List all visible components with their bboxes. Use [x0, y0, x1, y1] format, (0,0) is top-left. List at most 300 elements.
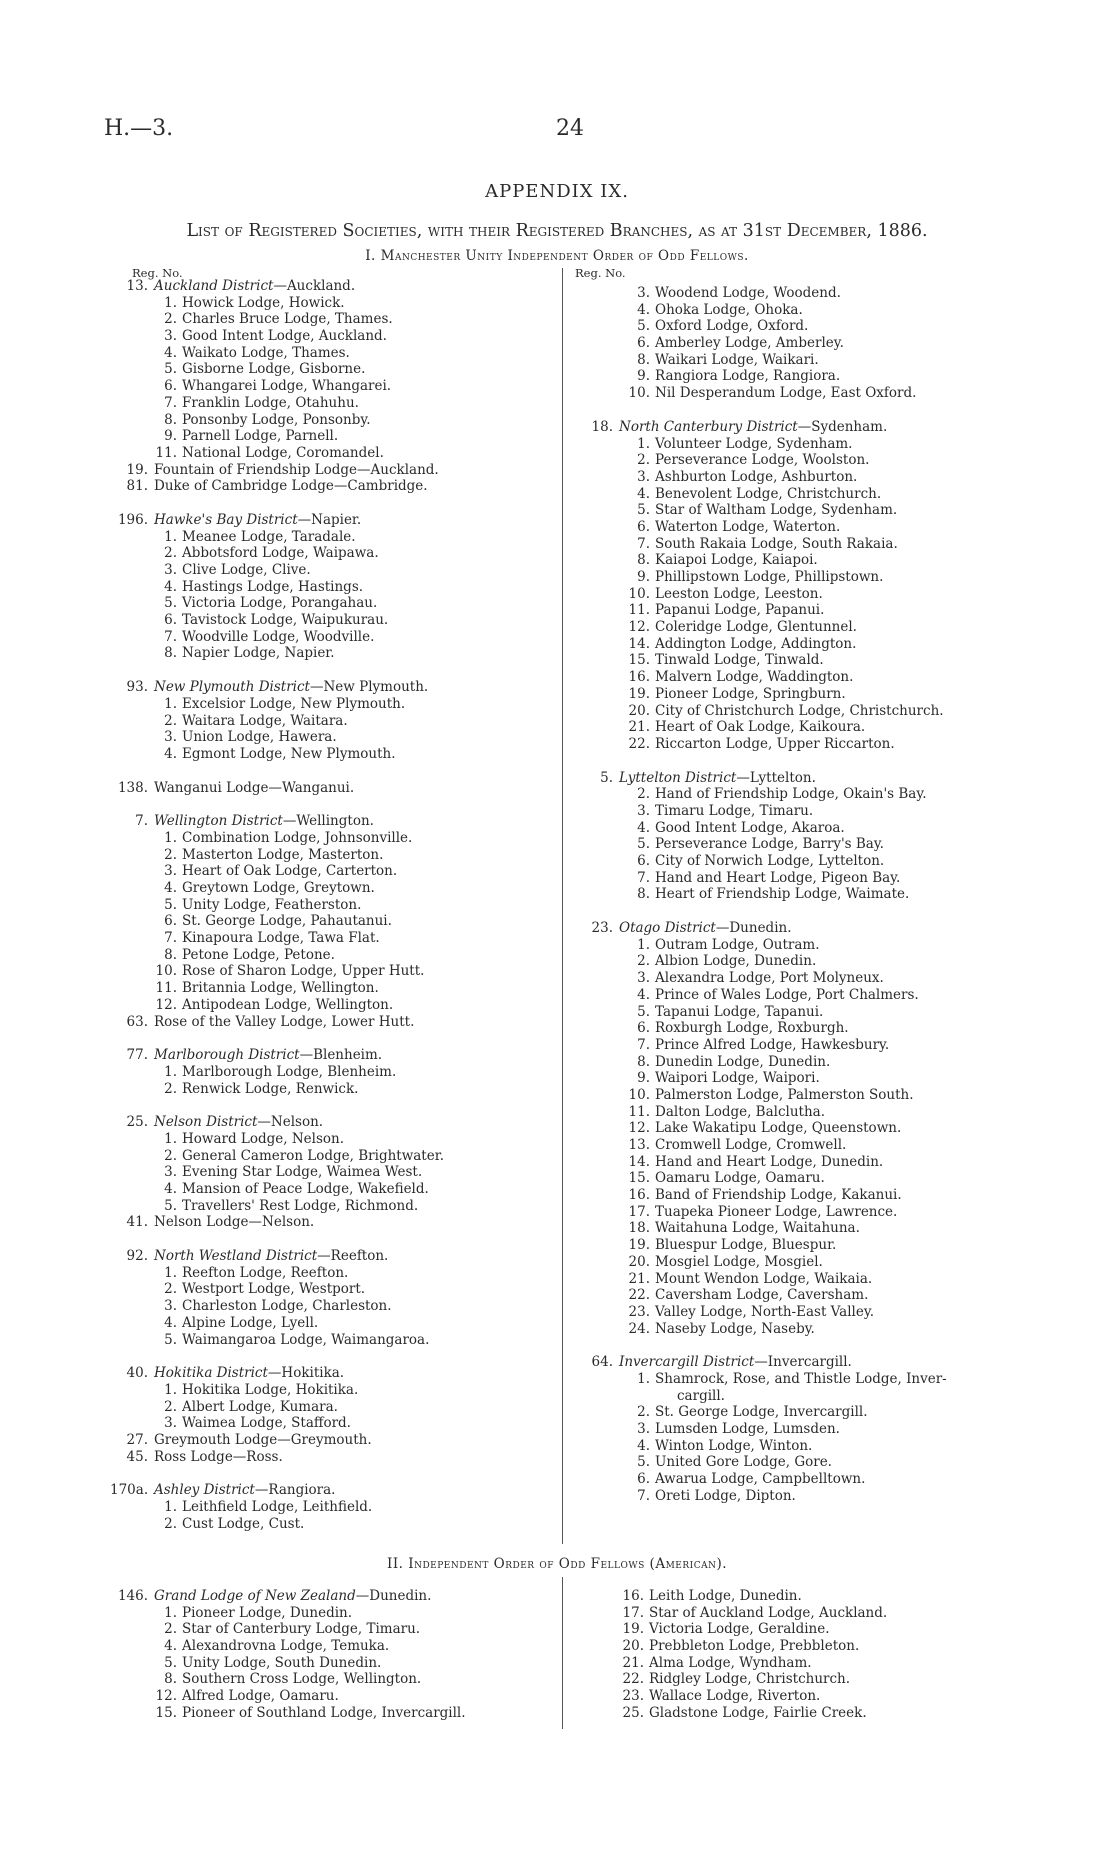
branch-number: 2. — [164, 1147, 177, 1164]
branch-text: Southern Cross Lodge, Wellington. — [182, 1671, 422, 1688]
branch-number: 3. — [637, 1421, 650, 1437]
branch-line — [575, 1454, 947, 1471]
lodge-line — [110, 1014, 444, 1031]
branch-number: 14. — [628, 635, 650, 652]
branch-text: Waimea Lodge, Stafford. — [182, 1415, 351, 1432]
district-line — [110, 1588, 466, 1605]
branch-text: Waimangaroa Lodge, Waimangaroa. — [182, 1331, 430, 1348]
branch-line — [575, 1438, 947, 1455]
branch-line — [575, 469, 947, 486]
branch-text: Lumsden Lodge, Lumsden. — [655, 1421, 840, 1437]
branch-line — [575, 1404, 947, 1421]
branch-text: Charles Bruce Lodge, Thames. — [182, 311, 393, 328]
district-title — [613, 920, 792, 937]
branch-line — [575, 736, 947, 753]
branch-text: Albert Lodge, Kumara. — [182, 1398, 338, 1415]
district-title — [148, 512, 361, 529]
branch-number: 3. — [164, 863, 177, 880]
branch-number: 11. — [628, 602, 650, 619]
branch-text: Perseverance Lodge, Barry's Bay. — [655, 836, 884, 853]
branch-text: Benevolent Lodge, Christchurch. — [655, 485, 882, 502]
branch-line — [110, 645, 444, 662]
branch-line — [110, 1315, 444, 1332]
branch-number: 2. — [637, 953, 650, 970]
branch-line — [575, 1488, 947, 1505]
branch-text: Abbotsford Lodge, Waipawa. — [182, 545, 379, 562]
branch-text: Meanee Lodge, Taradale. — [182, 528, 356, 545]
branch-number: 7. — [637, 1487, 650, 1504]
branch-line — [575, 937, 947, 954]
branch-number: 4. — [164, 1314, 177, 1331]
branch-line — [110, 595, 444, 612]
district-place: —Rangiora. — [254, 1482, 336, 1499]
branch-number: 3. — [637, 970, 650, 987]
branch-text: Mosgiel Lodge, Mosgiel. — [655, 1253, 823, 1270]
branch-text: St. George Lodge, Invercargill. — [655, 1404, 868, 1421]
branch-line — [110, 963, 444, 980]
branch-line — [110, 579, 444, 596]
branch-number: 5. — [164, 1331, 177, 1348]
branch-text: Winton Lodge, Winton. — [655, 1437, 813, 1454]
branch-text: Dunedin Lodge, Dunedin. — [655, 1053, 831, 1070]
district-name: Hokitika District — [154, 1365, 268, 1382]
branch-text: Timaru Lodge, Timaru. — [655, 802, 814, 819]
branch-line — [110, 713, 444, 730]
branch-number: 2. — [164, 1398, 177, 1415]
reg-no-label-left: Reg. No. — [132, 266, 183, 280]
branch-line — [110, 612, 444, 629]
branch-line — [110, 445, 444, 462]
branch-line — [110, 1499, 444, 1516]
branch-text: Alfred Lodge, Oamaru. — [182, 1688, 339, 1705]
branch-text: Prince of Wales Lodge, Port Chalmers. — [655, 986, 919, 1003]
reg-number: 18. — [591, 418, 613, 435]
branch-number: 2. — [637, 452, 650, 469]
branch-text: Alexandra Lodge, Port Molyneux. — [655, 970, 884, 987]
branch-line — [575, 1321, 947, 1338]
branch-line — [110, 980, 444, 997]
district-group — [110, 1588, 466, 1722]
district-line — [110, 512, 444, 529]
branch-text: Good Intent Lodge, Auckland. — [182, 328, 387, 345]
branch-text: Reefton Lodge, Reefton. — [182, 1264, 349, 1281]
branch-text: Unity Lodge, South Dunedin. — [182, 1654, 382, 1671]
branch-number: 20. — [628, 702, 650, 719]
branch-number: 12. — [155, 996, 177, 1013]
branch-line — [110, 629, 444, 646]
section-heading-american-order: II. Independent Order of Odd Fellows (American). — [386, 1556, 728, 1572]
appendix-title: APPENDIX IX. — [485, 181, 629, 202]
branch-number: 9. — [164, 428, 177, 445]
lodge-line — [110, 462, 444, 479]
branch-number: 1. — [164, 1381, 177, 1398]
branch-text: Leith Lodge, Dunedin. — [649, 1588, 802, 1604]
branch-line — [575, 602, 947, 619]
district-title — [148, 1482, 335, 1499]
branch-number: 3. — [637, 468, 650, 485]
branch-number: 1. — [164, 1264, 177, 1281]
reg-number: 13. — [126, 278, 148, 294]
branch-text: Alma Lodge, Wyndham. — [649, 1654, 812, 1671]
branch-text: Rangiora Lodge, Rangiora. — [655, 368, 841, 385]
branch-number: 22. — [628, 1287, 650, 1304]
branch-text: Band of Friendship Lodge, Kakanui. — [655, 1187, 902, 1204]
branch-number: 2. — [164, 712, 177, 729]
reg-number: 5. — [600, 769, 613, 786]
branch-line — [575, 1304, 947, 1321]
branch-text: Charleston Lodge, Charleston. — [182, 1298, 392, 1315]
branch-text: Leithfield Lodge, Leithfield. — [182, 1499, 373, 1515]
branch-line — [110, 1198, 444, 1215]
branch-number: 12. — [155, 1688, 177, 1705]
branch-line — [110, 1688, 466, 1705]
reg-number: 40. — [126, 1365, 148, 1382]
branch-text: Antipodean Lodge, Wellington. — [182, 996, 394, 1013]
district-title — [148, 780, 354, 797]
district-place: —Blenheim. — [299, 1047, 383, 1064]
branch-number: 4. — [164, 1638, 177, 1655]
branch-number: 1. — [637, 435, 650, 452]
branch-number: 4. — [637, 986, 650, 1003]
branch-number: 8. — [164, 411, 177, 428]
district-line — [575, 419, 947, 436]
reg-number: 196. — [117, 511, 148, 528]
branch-number: 4. — [164, 344, 177, 361]
branch-text: Marlborough Lodge, Blenheim. — [182, 1063, 397, 1080]
branch-text: Combination Lodge, Johnsonville. — [182, 829, 413, 846]
column-divider — [562, 268, 563, 1544]
branch-line — [608, 1705, 887, 1722]
branch-line — [110, 1638, 466, 1655]
branch-line — [575, 318, 947, 335]
branch-text: Britannia Lodge, Wellington. — [182, 980, 379, 997]
district-name: North Canterbury District — [619, 418, 798, 435]
branch-text: Waipori Lodge, Waipori. — [655, 1070, 820, 1087]
district-title — [148, 1047, 382, 1064]
branch-number: 25. — [622, 1704, 644, 1721]
branch-line — [575, 703, 947, 720]
branch-text: Perseverance Lodge, Woolston. — [655, 452, 870, 469]
lodge-line — [110, 1214, 444, 1231]
branch-number: 14. — [628, 1153, 650, 1170]
district-name: Grand Lodge of New Zealand — [154, 1588, 356, 1604]
branch-line — [575, 886, 947, 903]
branch-line — [110, 1148, 444, 1165]
district-line — [110, 1482, 444, 1499]
branch-number: 2. — [164, 1515, 177, 1532]
branch-line — [110, 361, 444, 378]
branch-number: 1. — [164, 1604, 177, 1621]
branch-text: Dalton Lodge, Balclutha. — [655, 1103, 825, 1120]
reg-number: 92. — [126, 1248, 148, 1265]
branch-line — [575, 1054, 947, 1071]
branch-text: Oamaru Lodge, Oamaru. — [655, 1170, 825, 1187]
district-group — [110, 1248, 444, 1348]
branch-text: Albion Lodge, Dunedin. — [655, 953, 817, 970]
reg-number: 170a. — [110, 1482, 149, 1499]
branch-number: 3. — [637, 285, 650, 301]
reg-number: 138. — [117, 779, 148, 796]
branch-number: 1. — [164, 829, 177, 846]
branch-line — [110, 1705, 466, 1722]
branch-line — [575, 569, 947, 586]
branch-line — [575, 302, 947, 319]
branch-number: 15. — [628, 1170, 650, 1187]
branch-text: Excelsior Lodge, New Plymouth. — [182, 695, 406, 712]
branch-number: 8. — [637, 351, 650, 368]
reg-number: 146. — [117, 1588, 148, 1604]
branch-text: Evening Star Lodge, Waimea West. — [182, 1164, 423, 1181]
branch-text: United Gore Lodge, Gore. — [655, 1454, 832, 1471]
branch-line — [110, 545, 444, 562]
branch-text: Valley Lodge, North-East Valley. — [655, 1303, 874, 1320]
branch-line — [575, 1187, 947, 1204]
branch-line — [110, 897, 444, 914]
district-title — [613, 770, 816, 787]
branch-line — [575, 652, 947, 669]
branch-text: Woodend Lodge, Woodend. — [655, 285, 841, 301]
district-name: Nelson District — [154, 1114, 258, 1131]
branch-number: 5. — [637, 502, 650, 519]
district-title — [148, 1248, 388, 1265]
branch-text: Waterton Lodge, Waterton. — [655, 518, 841, 535]
branch-number: 7. — [164, 394, 177, 411]
branch-number: 1. — [164, 1499, 177, 1515]
branch-number: 5. — [164, 1654, 177, 1671]
district-line — [575, 920, 947, 937]
branch-text: Addington Lodge, Addington. — [655, 635, 857, 652]
branch-line — [608, 1605, 887, 1622]
branch-line — [575, 1421, 947, 1438]
branch-line — [575, 1120, 947, 1137]
branch-text: Rose of Sharon Lodge, Upper Hutt. — [182, 963, 425, 980]
lodge-line — [110, 478, 444, 495]
branch-text: Heart of Oak Lodge, Carterton. — [182, 863, 398, 880]
branch-line — [575, 1371, 947, 1388]
district-name: Ashley District — [154, 1482, 255, 1499]
branch-number: 8. — [164, 645, 177, 662]
district-line — [110, 679, 444, 696]
branch-number: 24. — [628, 1320, 650, 1337]
district-name: Hawke's Bay District — [154, 511, 298, 528]
branch-text: Masterton Lodge, Masterton. — [182, 846, 384, 863]
branch-line — [575, 669, 947, 686]
branch-text: Papanui Lodge, Papanui. — [655, 602, 825, 619]
branch-text: Star of Canterbury Lodge, Timaru. — [182, 1621, 421, 1638]
branch-line — [575, 586, 947, 603]
reg-no-label-right: Reg. No. — [575, 266, 626, 280]
branch-text: National Lodge, Coromandel. — [182, 444, 384, 461]
branch-text: Amberley Lodge, Amberley. — [655, 335, 844, 352]
branch-number: 13. — [628, 1137, 650, 1153]
branch-line — [110, 328, 444, 345]
branch-line — [110, 1621, 466, 1638]
branch-line — [110, 1081, 444, 1098]
branch-text: Westport Lodge, Westport. — [182, 1281, 366, 1298]
branch-text: Oxford Lodge, Oxford. — [655, 318, 809, 335]
branch-line — [575, 486, 947, 503]
branch-line — [575, 436, 947, 453]
branch-number: 5. — [637, 1003, 650, 1020]
district-name: New Plymouth District — [154, 679, 310, 696]
branch-line — [110, 1655, 466, 1672]
branch-line — [110, 1332, 444, 1349]
branch-text: Victoria Lodge, Geraldine. — [649, 1621, 830, 1638]
branch-line — [575, 619, 947, 636]
branch-text: Pioneer of Southland Lodge, Invercargill. — [182, 1704, 466, 1721]
reg-number: 7. — [135, 813, 148, 830]
lodge-line — [110, 1432, 444, 1449]
branch-text: Waitara Lodge, Waitara. — [182, 712, 348, 729]
district-line — [575, 1354, 947, 1371]
branch-line — [575, 1170, 947, 1187]
branch-text: Riccarton Lodge, Upper Riccarton. — [655, 735, 895, 752]
branch-line — [575, 1287, 947, 1304]
district-group — [575, 1354, 947, 1504]
branch-number: 9. — [637, 1070, 650, 1087]
district-title — [148, 1365, 344, 1382]
branch-line — [575, 953, 947, 970]
branch-number: 1. — [637, 1370, 650, 1387]
branch-number: 16. — [628, 669, 650, 686]
branch-line — [575, 836, 947, 853]
branch-number: 7. — [164, 930, 177, 947]
reg-number: 23. — [591, 920, 613, 937]
district-line — [110, 1047, 444, 1064]
branch-number: 1. — [637, 936, 650, 953]
branch-number: 1. — [164, 294, 177, 311]
branch-line — [575, 1087, 947, 1104]
branch-number: 11. — [155, 444, 177, 461]
branch-number: 23. — [628, 1303, 650, 1320]
branch-text: Petone Lodge, Petone. — [182, 946, 335, 963]
branch-line — [110, 1415, 444, 1432]
branch-line — [575, 719, 947, 736]
branch-line — [575, 1237, 947, 1254]
branch-text: Leeston Lodge, Leeston. — [655, 585, 823, 602]
lodge-text: Greymouth Lodge—Greymouth. — [154, 1431, 372, 1448]
section-heading-manchester-unity: I. Manchester Unity Independent Order of Odd Fellows. — [365, 248, 749, 264]
branch-line — [575, 970, 947, 987]
branch-text: Hand of Friendship Lodge, Okain's Bay. — [655, 786, 927, 803]
branch-line — [575, 502, 947, 519]
branch-line — [575, 1254, 947, 1271]
district-line — [110, 1248, 444, 1265]
branch-text: Unity Lodge, Featherston. — [182, 896, 362, 913]
branch-text: Waitahuna Lodge, Waitahuna. — [655, 1220, 860, 1237]
branch-text: Tuapeka Pioneer Lodge, Lawrence. — [655, 1203, 898, 1220]
branch-line — [110, 562, 444, 579]
branch-number: 2. — [164, 1080, 177, 1097]
branch-number: 10. — [628, 1086, 650, 1103]
branch-line — [608, 1638, 887, 1655]
branch-number: 1. — [164, 1130, 177, 1147]
branch-number: 19. — [622, 1621, 644, 1638]
branch-line — [110, 529, 444, 546]
branch-line — [575, 803, 947, 820]
branch-number: 11. — [628, 1103, 650, 1120]
district-group — [110, 278, 444, 495]
branch-text: Renwick Lodge, Renwick. — [182, 1080, 359, 1097]
branch-line — [110, 428, 444, 445]
branch-text: Wallace Lodge, Riverton. — [649, 1688, 821, 1705]
branch-line — [110, 1265, 444, 1282]
branch-text: Travellers' Rest Lodge, Richmond. — [182, 1197, 419, 1214]
branch-number: 3. — [164, 1415, 177, 1432]
branch-number: 2. — [164, 1281, 177, 1298]
branch-number: 5. — [637, 836, 650, 853]
column-right — [575, 285, 947, 1521]
branch-number: 6. — [164, 612, 177, 629]
branch-line — [575, 1104, 947, 1121]
branch-number: 5. — [637, 318, 650, 335]
branch-line — [608, 1688, 887, 1705]
branch-text: Naseby Lodge, Naseby. — [655, 1320, 815, 1337]
branch-number: 9. — [637, 368, 650, 385]
branch-text: Star of Waltham Lodge, Sydenham. — [655, 502, 898, 519]
branch-number: 6. — [637, 1020, 650, 1037]
reg-number: 93. — [126, 679, 148, 696]
district-place: —Nelson. — [257, 1114, 324, 1131]
district-place: —Auckland. — [273, 278, 356, 294]
branch-number: 4. — [164, 745, 177, 762]
lodge-text: Duke of Cambridge Lodge—Cambridge. — [154, 478, 428, 495]
page-number: 24 — [556, 116, 584, 141]
branch-text: Franklin Lodge, Otahuhu. — [182, 394, 359, 411]
column-left — [110, 278, 444, 1549]
district-line — [575, 770, 947, 787]
district-group — [110, 1114, 444, 1231]
lodge-text: Rose of the Valley Lodge, Lower Hutt. — [154, 1013, 415, 1030]
branch-number: 3. — [164, 729, 177, 746]
branch-line — [575, 1020, 947, 1037]
district-line — [110, 1365, 444, 1382]
district-group — [110, 1482, 444, 1532]
branch-line — [110, 880, 444, 897]
branch-number: 3. — [164, 1298, 177, 1315]
branch-text: Hand and Heart Lodge, Dunedin. — [655, 1153, 884, 1170]
district-place: —Reefton. — [317, 1248, 389, 1265]
branch-line — [575, 1154, 947, 1171]
district-line — [110, 1114, 444, 1131]
branch-number: 16. — [628, 1187, 650, 1204]
lodge-text: Nelson Lodge—Nelson. — [154, 1214, 315, 1231]
branch-line — [110, 696, 444, 713]
page-header-code: H.—3. — [104, 116, 174, 141]
branch-text: General Cameron Lodge, Brightwater. — [182, 1147, 444, 1164]
district-title — [148, 813, 374, 830]
branch-line — [110, 1298, 444, 1315]
branch-number: 6. — [637, 1471, 650, 1488]
column-lower-left — [110, 1588, 466, 1739]
reg-number: 77. — [126, 1047, 148, 1064]
branch-text: Caversham Lodge, Caversham. — [655, 1287, 869, 1304]
branch-number: 22. — [622, 1671, 644, 1688]
branch-text: Malvern Lodge, Waddington. — [655, 669, 854, 686]
branch-number: 11. — [155, 980, 177, 997]
district-name: Invercargill District — [619, 1354, 755, 1371]
branch-number: 4. — [637, 1437, 650, 1454]
branch-line — [575, 870, 947, 887]
branch-line — [575, 987, 947, 1004]
district-place: —Dunedin. — [715, 920, 792, 937]
branch-text: Mount Wendon Lodge, Waikaia. — [655, 1270, 873, 1287]
branch-text: Tavistock Lodge, Waipukurau. — [182, 612, 389, 629]
branch-line — [110, 295, 444, 312]
branch-number: 9. — [637, 569, 650, 585]
branch-text: Prince Alfred Lodge, Hawkesbury. — [655, 1036, 890, 1053]
branch-number: 7. — [637, 1036, 650, 1053]
